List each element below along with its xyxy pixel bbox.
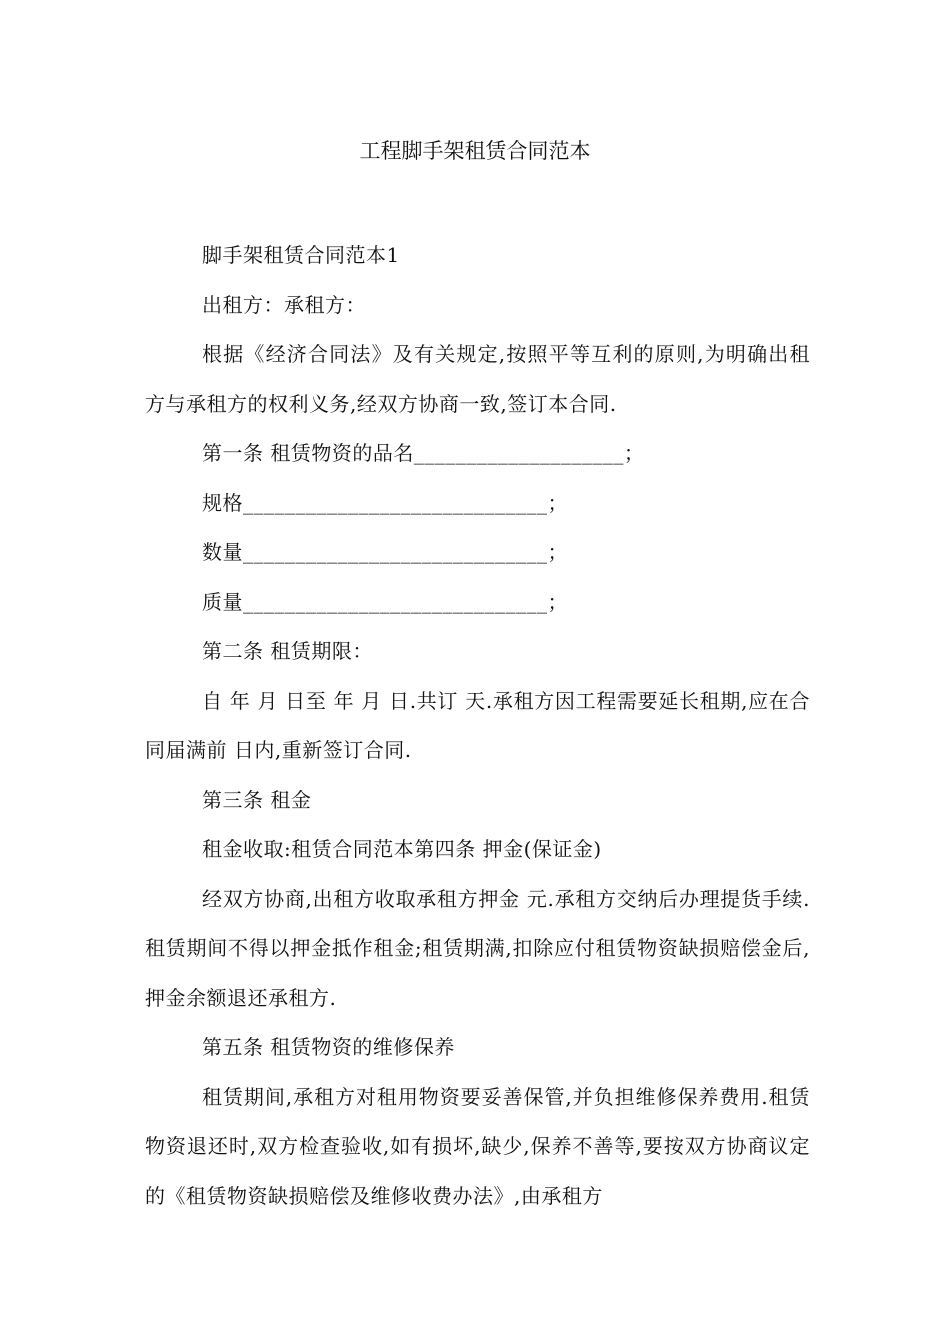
article-2-term-paragraph: 自 年 月 日至 年 月 日.共订 天.承租方因工程需要延长租期,应在合同届满前 日内,重新签订合同. [145, 688, 810, 762]
article-5-heading: 第五条 租赁物资的维修保养 [202, 1035, 455, 1059]
document-body [145, 231, 810, 1221]
document-title: 工程脚手架租赁合同范本 [359, 139, 591, 163]
parties-line: 出租方：承租方： [202, 292, 366, 317]
article-4-deposit-paragraph: 经双方协商,出租方收取承租方押金 元.承租方交纳后办理提货手续.租赁期间不得以押金抵作租金;租赁期满,扣除应付租赁物资缺损赔偿金后,押金余额退还承租方. [145, 886, 810, 1010]
rent-and-article-4-heading: 租金收取:租赁合同范本第四条 押金(保证金) [202, 837, 602, 861]
article-5-maintenance-paragraph: 租赁期间,承租方对租用物资要妥善保管,并负担维修保养费用.租赁物资退还时,双方检查验收,如有损坏,缺少,保养不善等,要按双方协商议定的《租赁物资缺损赔偿及维修收费办法》,由承租方 [145, 1084, 810, 1208]
article-1-item-name: 第一条 租赁物资的品名____________________； [202, 441, 645, 465]
preamble-paragraph: 根据《经济合同法》及有关规定,按照平等互利的原则,为明确出租方与承租方的权利义务,经双方协商一致,签订本合同. [145, 342, 810, 416]
contract-subtitle: 脚手架租赁合同范本1 [202, 243, 400, 267]
article-1-quantity: 数量_____________________________； [202, 540, 568, 564]
article-1-quality: 质量_____________________________； [202, 589, 568, 614]
article-3-heading: 第三条 租金 [202, 787, 312, 812]
article-2-heading: 第二条 租赁期限： [202, 639, 373, 663]
article-1-specification: 规格_____________________________； [202, 490, 568, 515]
